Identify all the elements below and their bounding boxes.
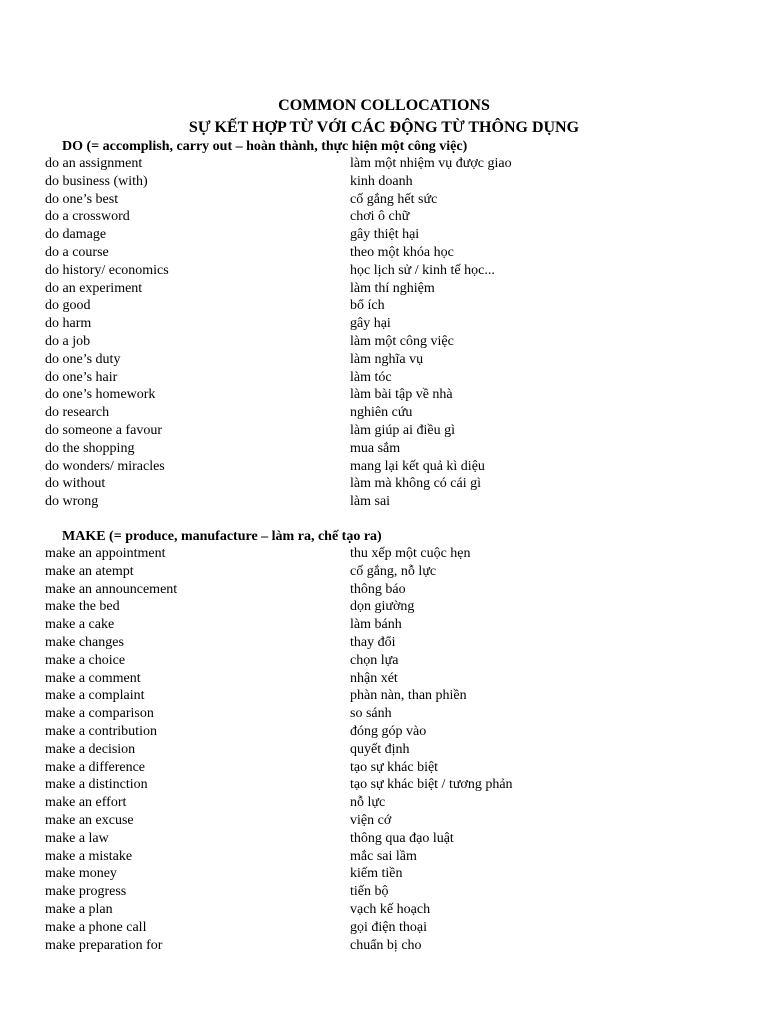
collocation-phrase: make a comparison <box>45 706 154 722</box>
collocation-row <box>0 741 768 759</box>
document-subtitle: SỰ KẾT HỢP TỪ VỚI CÁC ĐỘNG TỪ THÔNG DỤNG <box>188 119 580 136</box>
collocation-translation: quyết định <box>350 741 410 757</box>
collocation-list-make <box>0 545 768 954</box>
collocation-row <box>0 280 768 298</box>
section-heading-do: DO (= accomplish, carry out – hoàn thành, thực hiện một công việc) <box>62 139 468 154</box>
collocation-translation: vạch kế hoạch <box>350 901 431 917</box>
collocation-row <box>0 634 768 652</box>
collocation-row <box>0 422 768 440</box>
collocation-row <box>0 155 768 173</box>
collocation-translation: làm thí nghiệm <box>350 280 435 296</box>
collocation-translation: nghiên cứu <box>350 405 413 421</box>
collocation-translation: chơi ô chữ <box>350 209 410 225</box>
collocation-phrase: do someone a favour <box>45 422 163 438</box>
document-title: COMMON COLLOCATIONS <box>278 97 490 114</box>
collocation-translation: làm giúp ai điều gì <box>350 422 455 438</box>
collocation-translation: gọi điện thoại <box>350 919 427 935</box>
collocation-translation: nỗ lực <box>350 795 386 811</box>
collocation-phrase: make money <box>45 866 117 882</box>
collocation-phrase: do one’s homework <box>45 387 156 403</box>
collocation-list-do <box>0 155 768 511</box>
collocation-phrase: make a law <box>45 830 109 846</box>
collocation-phrase: do a crossword <box>45 209 130 225</box>
collocation-translation: mắc sai lầm <box>350 848 417 864</box>
collocation-phrase: make an excuse <box>45 812 134 828</box>
collocation-row <box>0 901 768 919</box>
collocation-translation: làm bánh <box>350 617 402 633</box>
collocation-phrase: do business (with) <box>45 173 148 189</box>
collocation-translation: nhận xét <box>350 670 398 686</box>
section-do <box>0 138 768 511</box>
collocation-row <box>0 226 768 244</box>
collocation-translation: bổ ích <box>350 298 385 314</box>
collocation-phrase: make a cake <box>45 617 115 633</box>
collocation-row <box>0 812 768 830</box>
collocation-row <box>0 652 768 670</box>
collocation-phrase: make a plan <box>45 901 113 917</box>
collocation-phrase: do wrong <box>45 494 99 510</box>
collocation-translation: kinh doanh <box>350 173 413 189</box>
collocation-phrase: do research <box>45 405 110 421</box>
collocation-translation: thu xếp một cuộc hẹn <box>350 546 471 561</box>
collocation-row <box>0 351 768 369</box>
collocation-phrase: do damage <box>45 227 107 243</box>
collocation-phrase: do good <box>45 298 91 314</box>
collocation-translation: cố gắng, nỗ lực <box>350 563 437 579</box>
collocation-phrase: make a choice <box>45 652 126 668</box>
collocation-phrase: make a distinction <box>45 777 148 793</box>
collocation-phrase: do harm <box>45 316 92 332</box>
collocation-row <box>0 616 768 634</box>
collocation-row <box>0 333 768 351</box>
collocation-phrase: do an experiment <box>45 280 143 296</box>
collocation-phrase: do one’s duty <box>45 351 121 367</box>
collocation-row <box>0 297 768 315</box>
collocation-translation: theo một khóa học <box>350 244 454 260</box>
collocation-translation: thay đổi <box>350 634 396 650</box>
collocation-translation: làm một công việc <box>350 333 454 349</box>
collocation-row <box>0 670 768 688</box>
collocation-row <box>0 919 768 937</box>
collocation-row <box>0 386 768 404</box>
collocation-row <box>0 705 768 723</box>
collocation-row <box>0 759 768 777</box>
collocation-translation: tạo sự khác biệt / tương phản <box>350 777 513 793</box>
section-heading-make: MAKE (= produce, manufacture – làm ra, chế tạo ra) <box>62 529 382 544</box>
collocation-translation: thông báo <box>350 581 406 597</box>
collocation-row <box>0 191 768 209</box>
collocation-translation: tiến bộ <box>350 884 389 900</box>
collocation-translation: làm tóc <box>350 369 392 385</box>
collocation-translation: học lịch sử / kinh tế học... <box>350 262 495 278</box>
collocation-translation: viện cớ <box>350 812 392 828</box>
collocation-row <box>0 687 768 705</box>
collocation-row <box>0 830 768 848</box>
collocation-translation: chọn lựa <box>350 652 399 668</box>
collocation-row <box>0 563 768 581</box>
collocation-phrase: make preparation for <box>45 937 163 953</box>
collocation-phrase: make progress <box>45 884 127 900</box>
collocation-row <box>0 723 768 741</box>
collocation-phrase: make a difference <box>45 759 146 775</box>
collocation-translation: chuẩn bị cho <box>350 937 422 953</box>
collocation-translation: dọn giường <box>350 599 415 615</box>
collocation-translation: làm nghĩa vụ <box>350 351 424 367</box>
collocation-row <box>0 173 768 191</box>
collocation-phrase: make an effort <box>45 795 127 811</box>
collocation-row <box>0 315 768 333</box>
collocation-row <box>0 244 768 262</box>
collocation-phrase: do the shopping <box>45 440 135 456</box>
collocation-row <box>0 776 768 794</box>
collocation-phrase: make a contribution <box>45 723 157 739</box>
collocation-row <box>0 937 768 955</box>
collocation-row <box>0 848 768 866</box>
collocation-translation: gây thiệt hại <box>350 227 420 243</box>
collocation-phrase: make the bed <box>45 599 120 615</box>
collocation-phrase: make an atempt <box>45 563 134 579</box>
collocation-row <box>0 440 768 458</box>
collocation-phrase: do one’s best <box>45 191 119 207</box>
collocation-phrase: make a decision <box>45 741 136 757</box>
collocation-row <box>0 493 768 511</box>
collocation-translation: làm mà không có cái gì <box>350 476 482 492</box>
collocation-translation: phàn nàn, than phiền <box>350 688 467 704</box>
collocation-row <box>0 208 768 226</box>
collocation-row <box>0 883 768 901</box>
collocation-translation: gây hại <box>350 316 391 332</box>
collocation-row <box>0 475 768 493</box>
collocation-translation: kiếm tiền <box>350 866 403 882</box>
collocation-phrase: make a mistake <box>45 848 133 864</box>
collocation-row <box>0 404 768 422</box>
collocation-row <box>0 545 768 563</box>
collocation-phrase: do wonders/ miracles <box>45 458 165 474</box>
collocation-phrase: do a course <box>45 244 109 260</box>
collocation-translation: thông qua đạo luật <box>350 830 454 846</box>
collocation-row <box>0 598 768 616</box>
collocation-phrase: make an appointment <box>45 546 166 561</box>
collocation-phrase: make changes <box>45 634 124 650</box>
collocation-phrase: do a job <box>45 333 91 349</box>
collocation-translation: mang lại kết quả kì diệu <box>350 458 485 474</box>
collocation-translation: so sánh <box>350 706 392 722</box>
section-make <box>0 528 768 954</box>
collocation-row <box>0 865 768 883</box>
collocation-translation: tạo sự khác biệt <box>350 759 439 775</box>
collocation-translation: cố gắng hết sức <box>350 191 438 207</box>
collocation-phrase: do history/ economics <box>45 262 169 278</box>
collocation-row <box>0 794 768 812</box>
collocation-phrase: do without <box>45 476 106 492</box>
collocation-row <box>0 581 768 599</box>
collocation-translation: mua sắm <box>350 440 401 456</box>
collocation-translation: làm sai <box>350 494 391 510</box>
collocation-phrase: make a comment <box>45 670 141 686</box>
collocation-translation: làm một nhiệm vụ được giao <box>350 156 512 171</box>
collocation-row <box>0 458 768 476</box>
collocation-phrase: do an assignment <box>45 156 143 171</box>
collocation-translation: làm bài tập về nhà <box>350 387 453 403</box>
collocation-phrase: make a complaint <box>45 688 145 704</box>
collocation-phrase: make an announcement <box>45 581 178 597</box>
collocation-row <box>0 262 768 280</box>
collocation-phrase: make a phone call <box>45 919 147 935</box>
collocation-row <box>0 369 768 387</box>
collocation-phrase: do one’s hair <box>45 369 118 385</box>
collocation-translation: đóng góp vào <box>350 723 427 739</box>
